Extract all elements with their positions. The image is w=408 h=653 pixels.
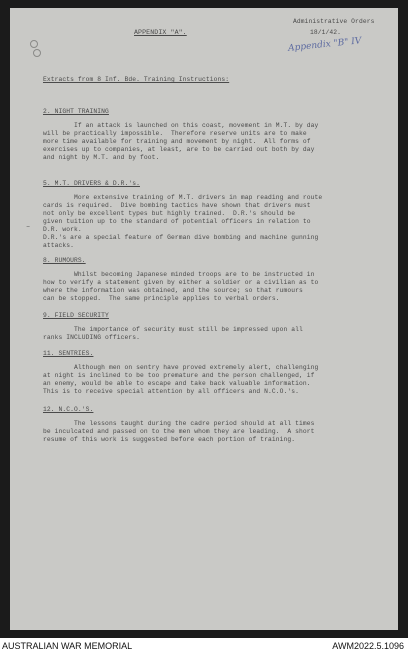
admin-orders-date: 18/1/42.: [310, 29, 342, 36]
accession-number: AWM2022.5.1096: [332, 641, 404, 651]
margin-tick-mark: –: [26, 223, 31, 231]
section-text-line: an enemy, would be able to escape and take back valuable information.: [43, 380, 311, 387]
appendix-title: APPENDIX "A".: [134, 29, 187, 36]
section-text-line: ranks INCLUDING officers.: [43, 334, 140, 341]
section-text-line: attacks.: [43, 242, 75, 249]
document-page: [10, 8, 398, 630]
section-text-line: D.R.'s are a special feature of German dive bombing and machine gunning: [43, 234, 319, 241]
section-text-line: Whilst becoming Japanese minded troops are to be instructed in: [43, 271, 315, 278]
section-text-line: can be stopped. The same principle applies to verbal orders.: [43, 295, 280, 302]
section-text-line: If an attack is launched on this coast, movement in M.T. by day: [43, 122, 319, 129]
institution-label: AUSTRALIAN WAR MEMORIAL: [2, 641, 133, 651]
section-text-line: given tuition up to the standard of potential officers in relation to: [43, 218, 311, 225]
section-heading-sentries: 11. SENTRIES.: [43, 350, 94, 357]
archive-footer: [0, 638, 408, 653]
section-text-line: be inculcated and passed on to the men whom they are leading. A short: [43, 428, 315, 435]
section-text-line: where the information was obtained, and the source; so that rumours: [43, 287, 303, 294]
section-heading-rumours: 8. RUMOURS.: [43, 257, 86, 264]
section-text-line: more time available for training and movement by night. All forms of: [43, 138, 311, 145]
section-text-line: D.R. work.: [43, 226, 82, 233]
section-text-line: not only be excellent types but highly trained. D.R.'s should be: [43, 210, 296, 217]
section-text-line: how to verify a statement given by either a soldier or a civilian as to: [43, 279, 319, 286]
section-text-line: Although men on sentry have proved extremely alert, challenging: [43, 364, 319, 371]
section-text-line: The lessons taught during the cadre period should at all times: [43, 420, 315, 427]
section-text-line: The importance of security must still be impressed upon all: [43, 326, 303, 333]
section-text-line: and night by M.T. and by foot.: [43, 154, 160, 161]
section-text-line: More extensive training of M.T. drivers in map reading and route: [43, 194, 323, 201]
handwritten-annotation: Appendix "B" IV: [287, 36, 362, 54]
section-heading-ncos: 12. N.C.O.'S.: [43, 406, 94, 413]
extracts-title: Extracts from 8 Inf. Bde. Training Instructions:: [43, 76, 230, 83]
section-text-line: resume of this work is suggested before each portion of training.: [43, 436, 296, 443]
section-heading-field-security: 9. FIELD SECURITY: [43, 312, 109, 319]
section-text-line: will be practically impossible. Therefore reserve units are to make: [43, 130, 307, 137]
section-heading-night-training: 2. NIGHT TRAINING: [43, 108, 109, 115]
section-text-line: at night is inclined to be too premature and the person challenged, if: [43, 372, 315, 379]
section-heading-mt-drivers: 5. M.T. DRIVERS & D.R.'s.: [43, 180, 140, 187]
section-text-line: cards is required. Dive bombing tactics have shown that drivers must: [43, 202, 311, 209]
punch-hole-marks: [28, 38, 42, 62]
section-text-line: This is to receive special attention by all officers and N.C.O.'s.: [43, 388, 299, 395]
admin-orders-label: Administrative Orders: [293, 18, 375, 25]
section-text-line: exercises up to companies, at least, are to be carried out both by day: [43, 146, 315, 153]
